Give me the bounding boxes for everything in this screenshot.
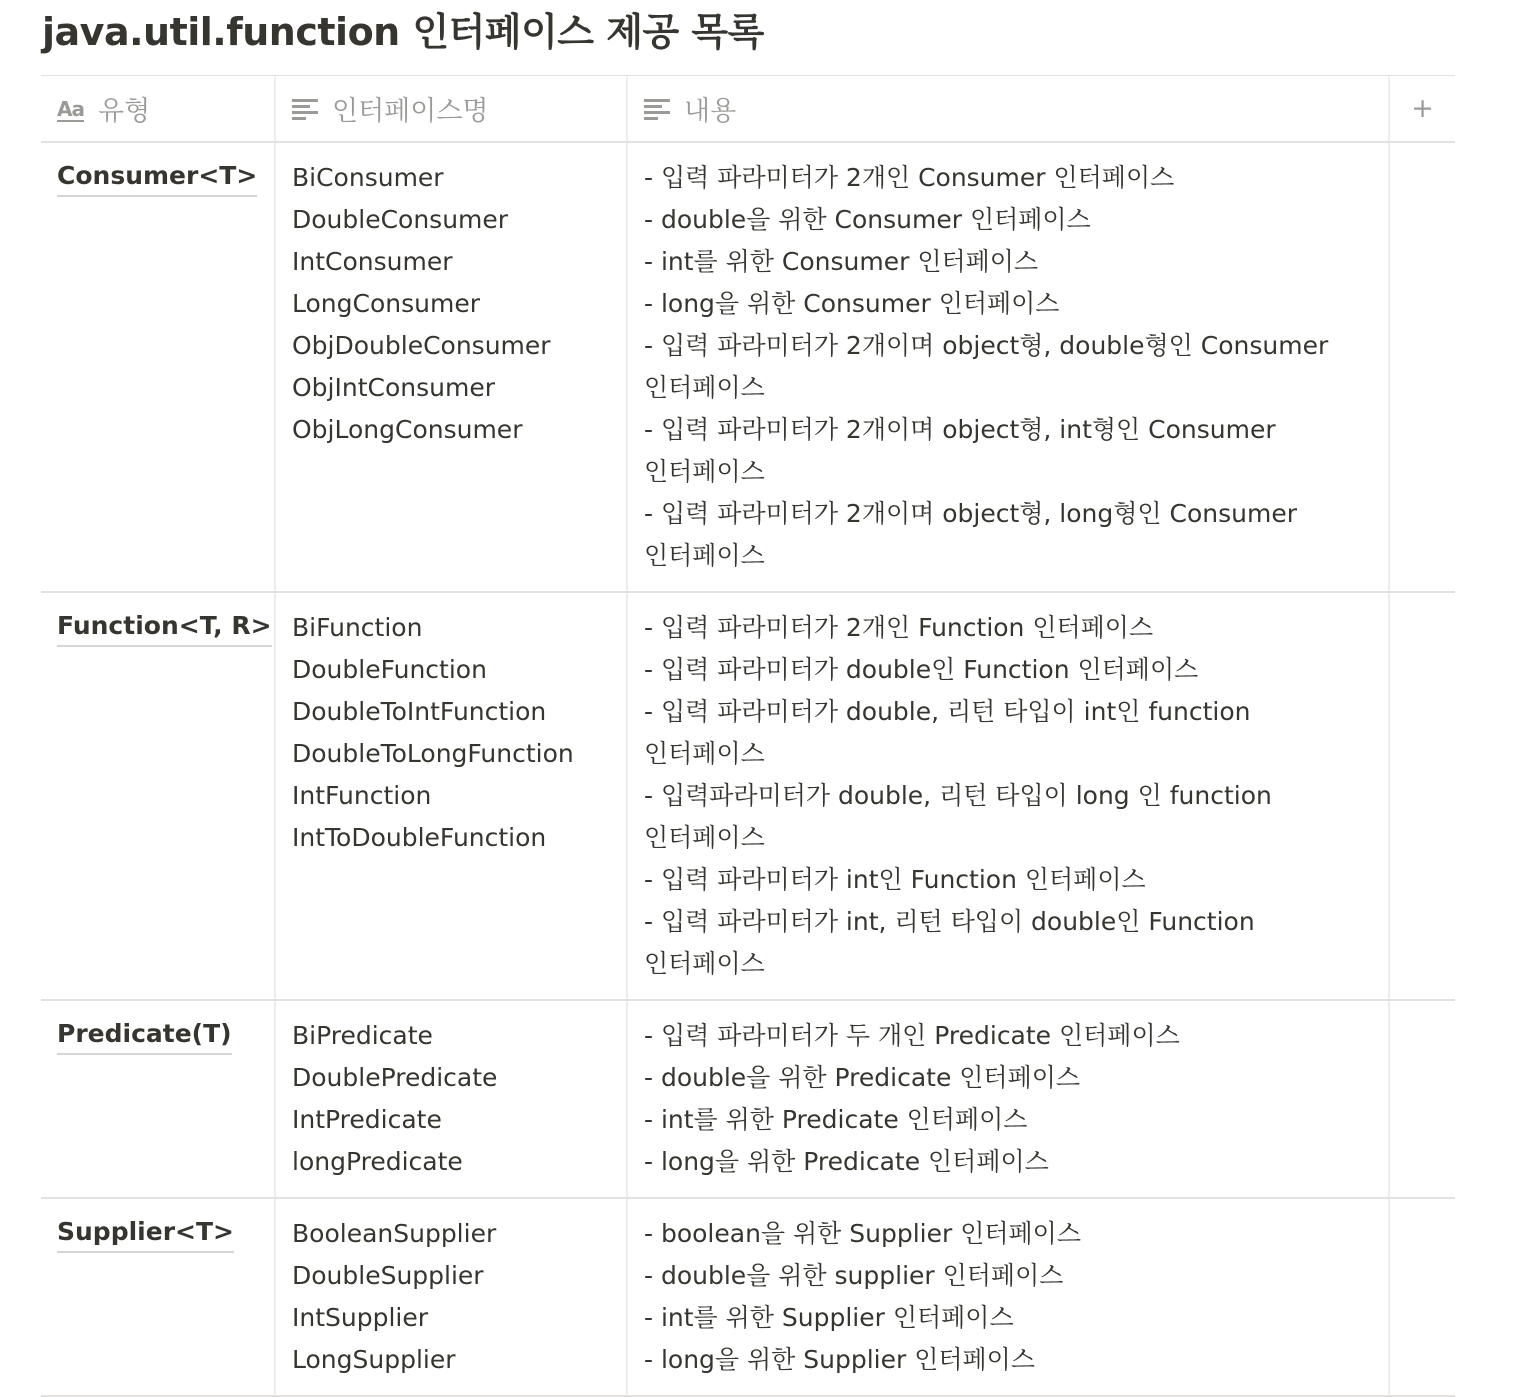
description-line: - 입력 파라미터가 int인 Function 인터페이스 — [644, 865, 1146, 894]
type-page-link[interactable]: Function<T, R> — [57, 607, 272, 647]
interface-name: DoubleFunction — [292, 655, 487, 684]
description-line: - 입력 파라미터가 2개이며 object형, double형인 Consumer 인터페이스 — [644, 331, 1329, 402]
interface-name: ObjDoubleConsumer — [292, 331, 551, 360]
interface-name: IntPredicate — [292, 1105, 442, 1134]
table-row[interactable] — [41, 1199, 1455, 1397]
description-line: - long을 위한 Predicate 인터페이스 — [644, 1147, 1049, 1176]
description-line: - double을 위한 Consumer 인터페이스 — [644, 205, 1091, 234]
page-title: java.util.function 인터페이스 제공 목록 — [42, 10, 764, 54]
type-page-link[interactable]: Supplier<T> — [57, 1213, 234, 1253]
interface-name: DoubleToIntFunction — [292, 697, 547, 726]
interface-name: DoubleToLongFunction — [292, 739, 574, 768]
content-cell[interactable] — [628, 1199, 1390, 1395]
table-row[interactable] — [41, 1001, 1455, 1199]
type-page-link[interactable]: Consumer<T> — [57, 157, 257, 197]
type-cell[interactable] — [41, 1001, 276, 1197]
table-row[interactable] — [41, 143, 1455, 593]
type-page-link[interactable]: Predicate(T) — [57, 1015, 232, 1055]
description-line: - 입력 파라미터가 2개이며 object형, int형인 Consumer 인터페이스 — [644, 415, 1276, 486]
interface-name-cell[interactable] — [276, 1199, 628, 1395]
interface-name: ObjLongConsumer — [292, 415, 523, 444]
description-line: - boolean을 위한 Supplier 인터페이스 — [644, 1219, 1081, 1248]
interface-name: LongConsumer — [292, 289, 480, 318]
content-cell[interactable] — [628, 593, 1390, 999]
table-row[interactable] — [41, 593, 1455, 1001]
description-line: - long을 위한 Consumer 인터페이스 — [644, 289, 1060, 318]
interface-name: IntConsumer — [292, 247, 453, 276]
interface-name-cell[interactable] — [276, 1001, 628, 1197]
description-line: - int를 위한 Consumer 인터페이스 — [644, 247, 1039, 276]
description-line: - 입력 파라미터가 double, 리턴 타입이 int인 function 인터페이스 — [644, 697, 1251, 768]
interface-name: BiFunction — [292, 613, 423, 642]
description-line: - long을 위한 Supplier 인터페이스 — [644, 1345, 1035, 1374]
interface-name: ObjIntConsumer — [292, 373, 495, 402]
empty-cell — [1390, 143, 1455, 591]
interface-name: LongSupplier — [292, 1345, 456, 1374]
add-column-button[interactable]: + — [1411, 93, 1434, 124]
type-cell[interactable] — [41, 1199, 276, 1395]
text-lines-icon — [644, 98, 670, 120]
table-body — [41, 143, 1455, 1397]
interface-name: BiPredicate — [292, 1021, 433, 1050]
interface-name: DoubleSupplier — [292, 1261, 484, 1290]
interface-name: longPredicate — [292, 1147, 463, 1176]
column-header-content[interactable] — [628, 76, 1390, 141]
description-line: - 입력 파라미터가 2개이며 object형, long형인 Consumer 인터페이스 — [644, 499, 1297, 570]
interface-name: DoubleConsumer — [292, 205, 509, 234]
column-header-interface-name[interactable] — [276, 76, 628, 141]
interface-name: DoublePredicate — [292, 1063, 498, 1092]
table-header-row — [41, 76, 1455, 143]
empty-cell — [1390, 593, 1455, 999]
interface-name: IntToDoubleFunction — [292, 823, 547, 852]
description-line: - 입력 파라미터가 두 개인 Predicate 인터페이스 — [644, 1021, 1180, 1050]
description-line: - int를 위한 Supplier 인터페이스 — [644, 1303, 1014, 1332]
interface-name-cell[interactable] — [276, 143, 628, 591]
column-header-label: 내용 — [684, 96, 737, 127]
description-line: - 입력파라미터가 double, 리턴 타입이 long 인 function 인터페이스 — [644, 781, 1272, 852]
description-line: - 입력 파라미터가 2개인 Function 인터페이스 — [644, 613, 1154, 642]
empty-cell — [1390, 1001, 1455, 1197]
interface-name: IntFunction — [292, 781, 432, 810]
empty-cell — [1390, 1199, 1455, 1395]
description-line: - 입력 파라미터가 int, 리턴 타입이 double인 Function 인터페이스 — [644, 907, 1255, 978]
description-line: - int를 위한 Predicate 인터페이스 — [644, 1105, 1028, 1134]
description-line: - double을 위한 supplier 인터페이스 — [644, 1261, 1064, 1290]
content-cell[interactable] — [628, 143, 1390, 591]
database-table — [41, 75, 1455, 1397]
interface-name-cell[interactable] — [276, 593, 628, 999]
type-cell[interactable] — [41, 593, 276, 999]
interface-name: BiConsumer — [292, 163, 444, 192]
content-cell[interactable] — [628, 1001, 1390, 1197]
column-header-label: 유형 — [97, 96, 151, 127]
description-line: - 입력 파라미터가 double인 Function 인터페이스 — [644, 655, 1199, 684]
column-header-label: 인터페이스명 — [332, 96, 489, 127]
column-header-type[interactable] — [41, 76, 276, 141]
description-line: - double을 위한 Predicate 인터페이스 — [644, 1063, 1081, 1092]
text-lines-icon — [292, 98, 318, 120]
interface-name: IntSupplier — [292, 1303, 429, 1332]
type-cell[interactable] — [41, 143, 276, 591]
interface-name: BooleanSupplier — [292, 1219, 497, 1248]
description-line: - 입력 파라미터가 2개인 Consumer 인터페이스 — [644, 163, 1175, 192]
title-property-icon: Aa — [57, 96, 84, 121]
